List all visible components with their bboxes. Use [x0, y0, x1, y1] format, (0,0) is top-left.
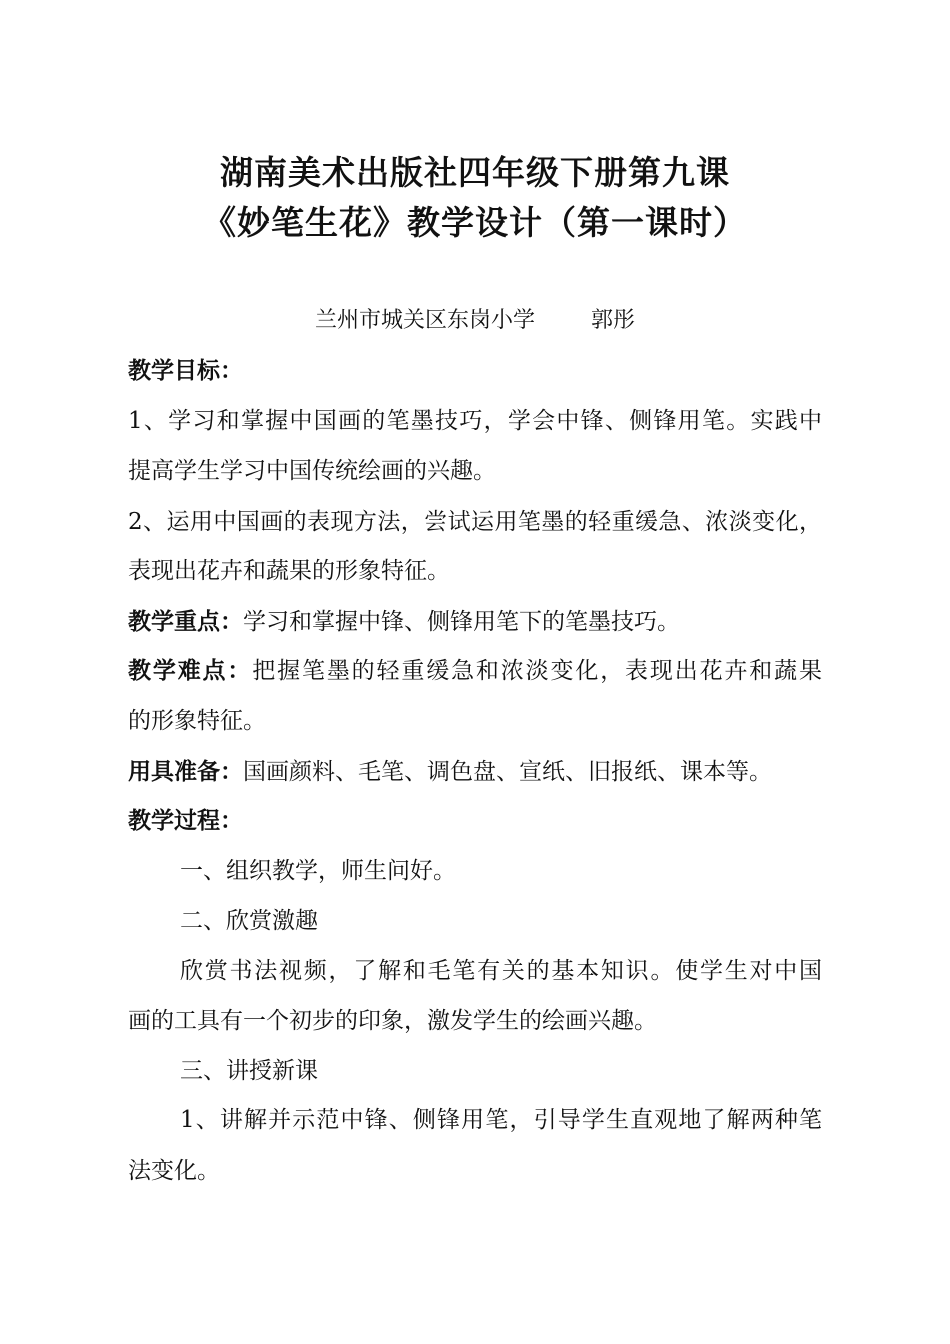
process-step-3-item-1-line-2: 法变化。 — [128, 1158, 220, 1184]
process-step-3-item-1-line-1: 1、讲解并示范中锋、侧锋用笔，引导学生直观地了解两种笔 — [180, 1107, 822, 1133]
objective-2-line-1: 2、运用中国画的表现方法，尝试运用笔墨的轻重缓急、浓淡变化， — [128, 509, 822, 535]
process-step-3-heading: 三、讲授新课 — [180, 1058, 318, 1084]
objective-1-line-1: 1、学习和掌握中国画的笔墨技巧，学会中锋、侧锋用笔。实践中 — [128, 408, 822, 434]
objective-2-line-2: 表现出花卉和蔬果的形象特征。 — [128, 558, 450, 584]
process-step-1: 一、组织教学，师生问好。 — [180, 858, 456, 884]
author-name: 郭彤 — [591, 308, 636, 333]
document-title-line-2: 《妙笔生花》教学设计（第一课时） — [203, 203, 747, 242]
difficulty-text-line-1: 把握笔墨的轻重缓急和浓淡变化，表现出花卉和蔬果 — [252, 658, 823, 684]
process-heading: 教学过程： — [128, 808, 243, 834]
key-point-row — [128, 603, 680, 636]
key-point-label: 教学重点： — [128, 609, 243, 635]
difficulty-label: 教学难点： — [128, 658, 253, 684]
key-point-text: 学习和掌握中锋、侧锋用笔下的笔墨技巧。 — [243, 609, 680, 635]
process-step-2-line-1: 欣赏书法视频，了解和毛笔有关的基本知识。使学生对中国 — [180, 958, 822, 984]
objective-1-line-2: 提高学生学习中国传统绘画的兴趣。 — [128, 458, 496, 484]
difficulty-text-line-2: 的形象特征。 — [128, 708, 266, 734]
materials-row — [128, 753, 772, 786]
difficulty-row — [128, 652, 822, 685]
process-step-2-line-2: 画的工具有一个初步的印象，激发学生的绘画兴趣。 — [128, 1008, 657, 1034]
process-step-2-heading: 二、欣赏激趣 — [180, 908, 318, 934]
materials-text: 国画颜料、毛笔、调色盘、宣纸、旧报纸、课本等。 — [243, 759, 772, 785]
objectives-heading: 教学目标： — [128, 358, 243, 384]
materials-label: 用具准备： — [128, 759, 243, 785]
author-line — [0, 303, 950, 334]
document-title-line-1: 湖南美术出版社四年级下册第九课 — [220, 153, 730, 192]
author-school: 兰州市城关区东岗小学 — [314, 308, 535, 333]
